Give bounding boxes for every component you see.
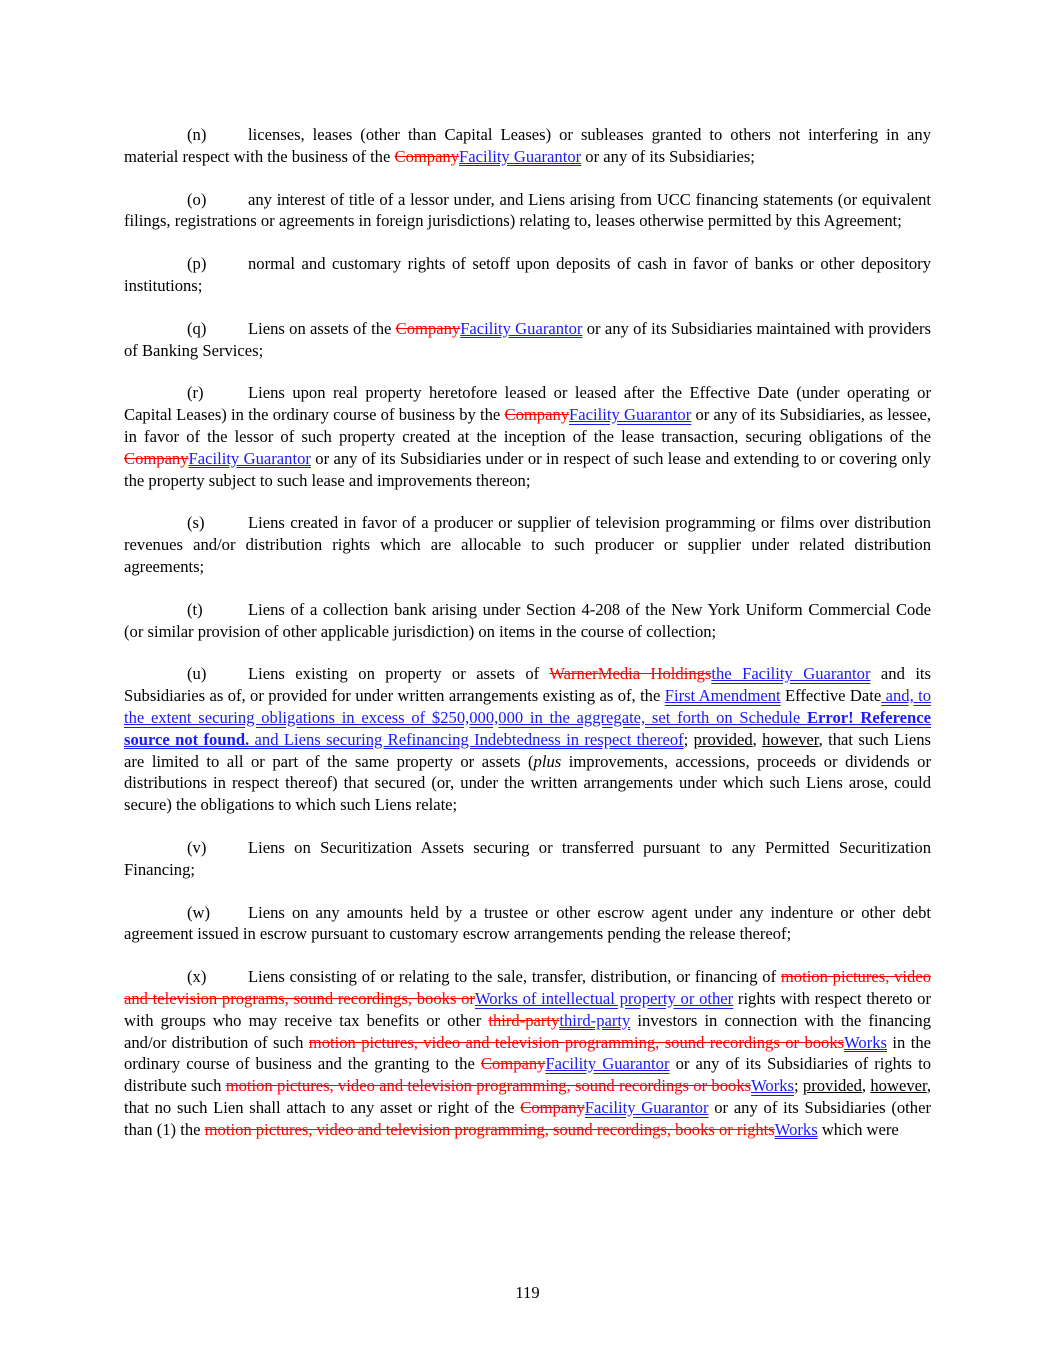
deleted-text: WarnerMedia Holdings xyxy=(549,664,712,684)
inserted-text: Works xyxy=(844,1032,888,1052)
clause-text: ; xyxy=(683,729,694,749)
clause-label: (t) xyxy=(187,599,203,619)
clause-t xyxy=(124,599,931,643)
underlined-term: however xyxy=(870,1076,927,1096)
clause-r xyxy=(124,382,931,491)
clause-label: (x) xyxy=(187,967,207,987)
clause-label: (s) xyxy=(187,513,205,533)
deleted-text: motion pictures, video and television programming, sound recordings or books xyxy=(308,1032,845,1052)
page-number: 119 xyxy=(515,1283,540,1302)
clause-label: (w) xyxy=(187,902,211,922)
clause-label: (v) xyxy=(187,837,207,857)
clause-p xyxy=(124,253,931,297)
clause-text: or any of its Subsidiaries under or in respect of such lease and extending to or covering only the property subject to such lease and improvements thereon; xyxy=(124,448,931,490)
inserted-text: the Facility Guarantor xyxy=(711,664,871,684)
clause-text: Liens created in favor of a producer or supplier of television programming or films over distribution revenues and/or distribution rights which are allocable to such producer or supplier under related distribution agreements; xyxy=(124,513,931,576)
inserted-text: Works of intellectual property or other xyxy=(474,988,734,1008)
clause-text: , that no such Lien shall attach to any asset or right of the xyxy=(124,1076,931,1117)
inserted-text: Facility Guarantor xyxy=(459,146,582,166)
clause-w xyxy=(124,902,931,946)
clause-text: or any of its Subsidiaries of rights to distribute such xyxy=(124,1054,931,1096)
deleted-text: third-party xyxy=(488,1010,560,1030)
clause-text: rights with respect thereto or with groups who may receive tax benefits or other xyxy=(124,988,931,1030)
deleted-text: Company xyxy=(395,318,461,338)
clause-text: Liens of a collection bank arising under Section 4-208 of the New York Uniform Commercial Code (or similar provision of other applicable jurisdiction) on items in the course of collection; xyxy=(124,599,931,641)
clause-text: Liens consisting of or relating to the sale, transfer, distribution, or financing of xyxy=(248,967,781,987)
underlined-term: provided xyxy=(802,1076,862,1096)
clause-text: ; xyxy=(794,1076,803,1096)
clause-text: or any of its Subsidiaries, as lessee, in favor of the lessor of such property created at the inception of the lease transaction, securing obligations of the xyxy=(124,405,931,446)
underlined-term: provided xyxy=(693,729,753,749)
deleted-text: Company xyxy=(124,448,189,468)
inserted-text: Facility Guarantor xyxy=(460,318,583,338)
clause-s xyxy=(124,512,931,577)
deleted-text: Company xyxy=(394,146,460,166)
clause-text: any interest of title of a lessor under, and Liens arising from UCC financing statements (or equivalent filings, registrations or agreements in foreign jurisdictions) relating to, leases otherwise permitted by this Agreement; xyxy=(124,189,931,231)
clause-text: which were xyxy=(817,1119,899,1139)
deleted-text: Company xyxy=(504,405,570,425)
inserted-text-part: and, to the extent securing obligations in excess of $250,000,000 in the aggregate, set forth on Schedule xyxy=(124,686,931,727)
inserted-text: Facility Guarantor xyxy=(188,448,311,468)
clause-text: Liens upon real property heretofore leased or leased after the Effective Date (under operating or Capital Leases) in the ordinary course of business by the xyxy=(124,383,931,425)
clause-text: Liens on Securitization Assets securing or transferred pursuant to any Permitted Securitization Financing; xyxy=(124,837,931,879)
clause-o xyxy=(124,189,931,233)
clause-text: Liens on assets of the xyxy=(248,318,396,338)
clause-text: investors in connection with the financing and/or distribution of such xyxy=(124,1010,932,1052)
clause-text: or any of its Subsidiaries maintained with providers of Banking Services; xyxy=(124,318,931,360)
inserted-text: Works xyxy=(751,1076,794,1096)
inserted-text: third-party xyxy=(559,1010,631,1030)
deleted-text: Company xyxy=(520,1097,585,1117)
clause-text: licenses, leases (other than Capital Leases) or subleases granted to others not interfering in any material respect with the business of the xyxy=(124,125,931,166)
clause-v xyxy=(124,837,931,881)
inserted-text: Facility Guarantor xyxy=(569,405,692,425)
reference-error-text: Error! Reference source not found. xyxy=(124,707,931,749)
clause-text: Liens existing on property or assets of xyxy=(248,664,550,684)
clause-text: in the ordinary course of business and the granting to the xyxy=(124,1032,932,1074)
clause-label: (o) xyxy=(187,189,207,209)
inserted-text: Facility Guarantor xyxy=(584,1097,709,1117)
inserted-text-part: and Liens securing Refinancing Indebtedness in respect thereof xyxy=(249,729,684,749)
clause-n xyxy=(124,124,931,168)
italic-term: plus xyxy=(533,751,562,771)
clause-label: (q) xyxy=(187,318,207,338)
clause-text: improvements, accessions, proceeds or dividends or distributions in respect thereof) that secured (or, under the written arrangements under which such Liens arose, could secure) the obligations to which such Liens relate; xyxy=(124,751,931,815)
clause-label: (u) xyxy=(187,664,207,684)
clause-x xyxy=(124,966,931,1140)
deleted-text: Company xyxy=(480,1054,546,1074)
clause-label: (r) xyxy=(187,383,204,403)
deleted-text: motion pictures, video and television programming, sound recordings or books xyxy=(225,1076,752,1096)
clause-text: , xyxy=(752,729,763,749)
clause-text: or any of its Subsidiaries; xyxy=(581,146,755,166)
deleted-text: motion pictures, video and television programming, sound recordings, books or rights xyxy=(204,1119,775,1139)
clause-text: and its Subsidiaries as of, or provided for under written arrangements existing as of, the xyxy=(124,664,931,706)
clause-text: , that such Liens are limited to all or part of the same property or assets ( xyxy=(124,729,931,771)
clause-text: normal and customary rights of setoff upon deposits of cash in favor of banks or other depository institutions; xyxy=(124,254,931,295)
clause-text: Liens on any amounts held by a trustee or other escrow agent under any indenture or other debt agreement issued in escrow pursuant to customary escrow arrangements pending the release thereof; xyxy=(124,902,931,944)
inserted-text: Works xyxy=(774,1119,818,1139)
clause-u xyxy=(124,663,931,816)
inserted-text: First Amendment xyxy=(664,686,781,706)
clause-text: Effective Date xyxy=(780,686,882,706)
inserted-text: Facility Guarantor xyxy=(545,1054,670,1074)
underlined-term: however xyxy=(762,729,819,749)
clause-text: or any of its Subsidiaries (other than (1) the xyxy=(124,1097,931,1139)
clause-text: , xyxy=(861,1076,871,1096)
clause-label: (p) xyxy=(187,254,207,274)
document-page xyxy=(124,124,931,1161)
clause-label: (n) xyxy=(187,125,207,144)
clause-q xyxy=(124,318,931,362)
deleted-text: motion pictures, video and television programs, sound recordings, books or xyxy=(124,967,931,1008)
